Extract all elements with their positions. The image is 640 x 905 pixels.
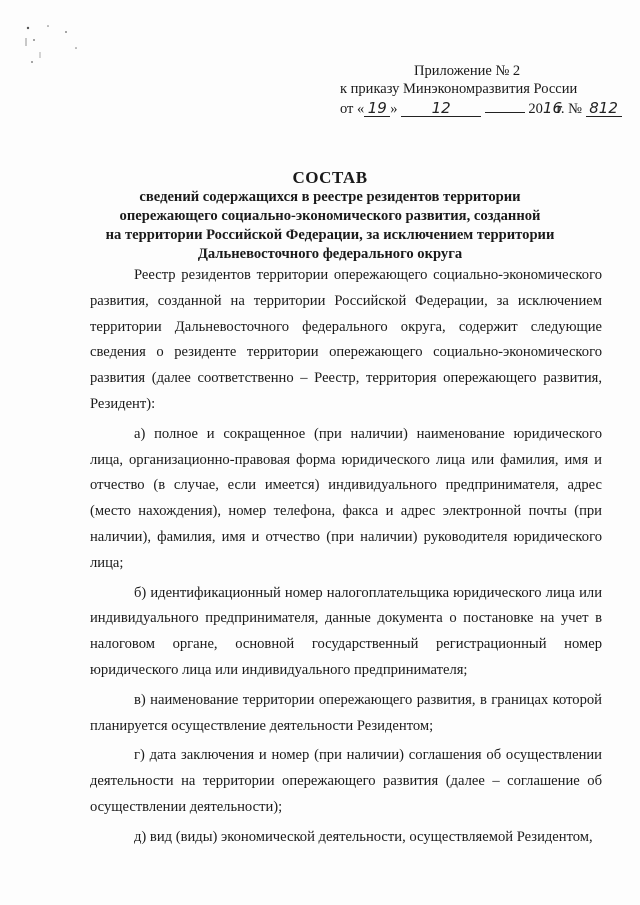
date-prefix: от « [340,101,365,117]
document-subtitle [60,188,600,264]
document-body [90,263,602,855]
handwritten-day: 19 [364,100,390,117]
appendix-date-line [340,98,618,118]
subtitle-line: опережающего социально-экономического развития, созданной [119,208,541,224]
paragraph-intro: Реестр резидентов территории опережающего социально-экономического развития, созданной на территории Российской Федерации, за исключением территории Дальневосточного федерального округа, содержит следующие сведения о резиденте территории опережающего социально-экономического развития (далее соответственно – Реестр, территория опережающего развития, Резидент): [90,267,602,412]
paragraph-item-a: а) полное и сокращенное (при наличии) наименование юридического лица, организационно-правовая форма юридического лица или фамилия, имя и отчество (в случае, если имеется) индивидуального предпринимателя, адрес (место нахождения), номер телефона, факса и адрес электронной почты (при наличии), фамилия, имя и отчество (при наличии) руководителя юридического лица; [90,425,602,571]
appendix-number: Приложение № 2 [414,63,521,79]
appendix-header [340,62,618,118]
year-prefix: 20 [528,101,543,117]
scan-specks [22,18,92,78]
paragraph-item-d: д) вид (виды) экономической деятельности, осуществляемой Резидентом, [134,828,593,845]
document-title: СОСТАВ [292,168,368,187]
date-mid: » [390,101,398,117]
paragraph-item-b: б) идентификационный номер налогоплательщика юридического лица или индивидуального предпринимателя, данные документа о постановке на учет в налоговом органе, основной государственный регистрационный номер юридического лица или индивидуального предпринимателя; [90,584,602,678]
subtitle-line: на территории Российской Федерации, за исключением территории [105,227,555,243]
paragraph-item-v: в) наименование территории опережающего развития, в границах которой планируется осуществление деятельности Резидентом; [90,691,602,734]
handwritten-year: 16 [542,99,562,117]
subtitle-line: Дальневосточного федерального округа [197,246,463,262]
paragraph-item-g: г) дата заключения и номер (при наличии) соглашения об осуществлении деятельности на территории опережающего развития (далее – соглашение об осуществлении деятельности); [90,747,602,815]
date-blank-line [485,98,525,113]
handwritten-order-number: 812 [586,100,622,117]
appendix-order-reference: к приказу Минэкономразвития России [340,81,578,97]
number-label: г. № [556,101,582,117]
subtitle-line: сведений содержащихся в реестре резидентов территории [139,189,521,205]
handwritten-month: 12 [401,100,481,117]
